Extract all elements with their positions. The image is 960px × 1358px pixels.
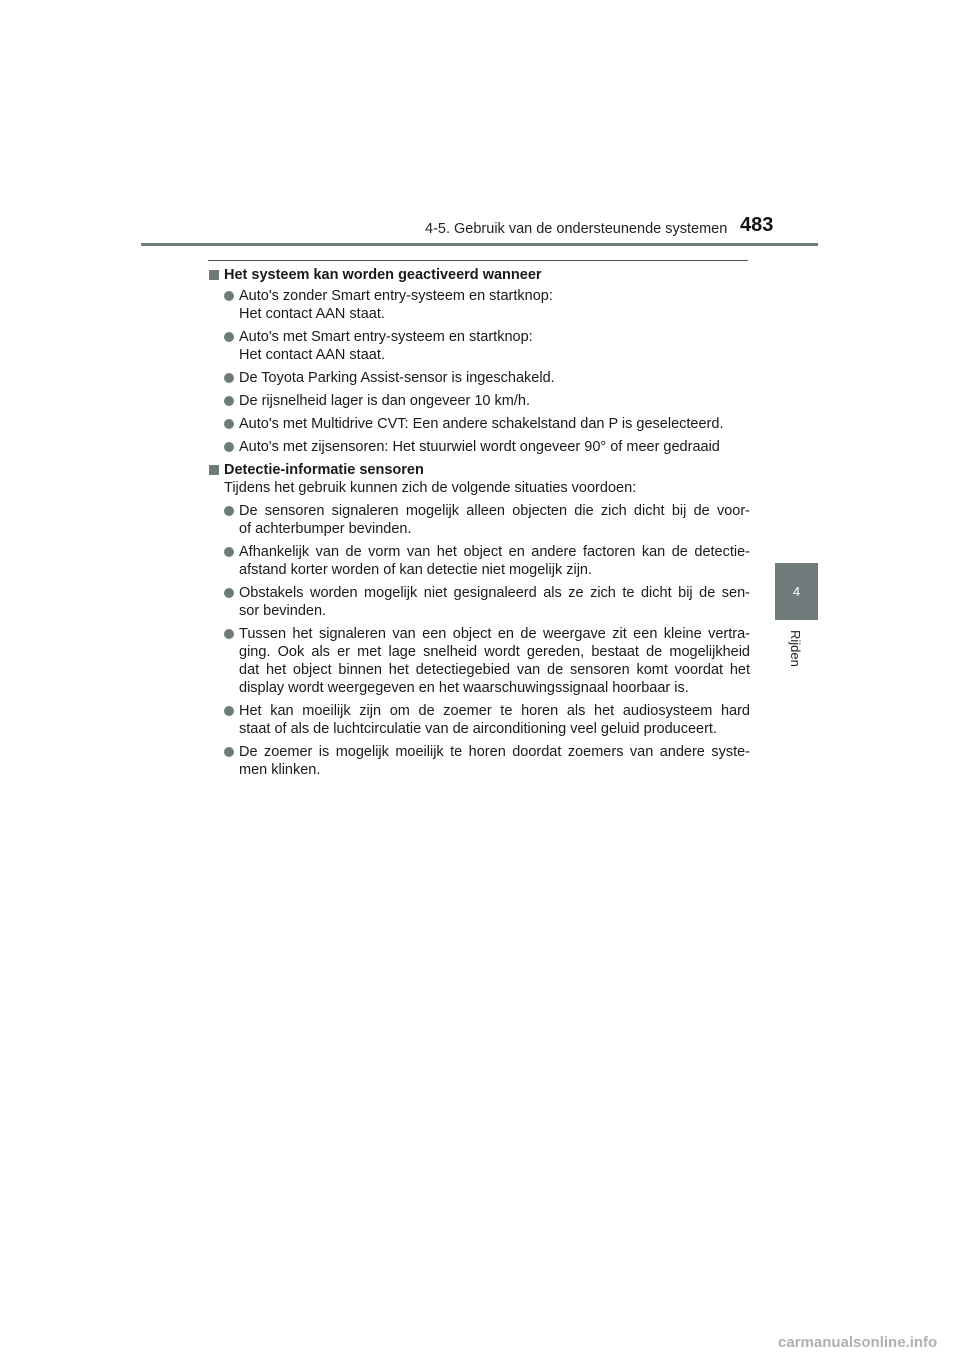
list-item-line: afstand korter worden of kan detectie niet mogelijk zijn.: [239, 562, 593, 578]
round-bullet-icon: [224, 747, 234, 757]
section-heading-detection: [209, 461, 750, 479]
list-item-line: of achterbumper bevinden.: [239, 521, 412, 537]
list-item: [224, 328, 750, 364]
list-item-line: De zoemer is mogelijk moeilijk te horen doordat zoemers van andere syste-: [239, 744, 750, 760]
list-item-line: ging. Ook als er met lage snelheid wordt gereden, bestaat de mogelijkheid: [239, 644, 750, 660]
list-item-text: [239, 502, 750, 538]
list-item: [224, 415, 750, 433]
square-bullet-icon: [209, 465, 219, 475]
bullet-list-detection: [224, 502, 750, 779]
round-bullet-icon: [224, 419, 234, 429]
list-item-line: Tussen het signaleren van een object en de weergave zit een kleine vertra-: [239, 626, 750, 642]
list-item-line: dat het object binnen het detectiegebied van de sensoren komt voordat het: [239, 662, 750, 678]
page-number: 483: [740, 214, 774, 236]
round-bullet-icon: [224, 629, 234, 639]
list-item-line: Auto's met Smart entry-systeem en startknop:: [239, 329, 533, 345]
round-bullet-icon: [224, 332, 234, 342]
list-item-text: [239, 625, 750, 697]
list-item-line: Afhankelijk van de vorm van het object en andere factoren kan de detectie-: [239, 544, 750, 560]
list-item-text: [239, 369, 750, 387]
list-item-line: Het contact AAN staat.: [239, 306, 385, 322]
list-item: [224, 287, 750, 323]
round-bullet-icon: [224, 588, 234, 598]
list-item-text: [239, 392, 750, 410]
list-item: [224, 502, 750, 538]
list-item-line: Auto's zonder Smart entry-systeem en startknop:: [239, 288, 553, 304]
list-item-text: [239, 584, 750, 620]
list-item: [224, 584, 750, 620]
content-divider: [208, 260, 748, 261]
section-heading-text: Het systeem kan worden geactiveerd wanneer: [224, 267, 542, 283]
list-item-line: Obstakels worden mogelijk niet gesignaleerd als ze zich te dicht bij de sen-: [239, 585, 750, 601]
list-item-line: staat of als de luchtcirculatie van de airconditioning veel geluid produceert.: [239, 721, 717, 737]
list-item-line: display wordt weergegeven en het waarschuwingssignaal hoorbaar is.: [239, 680, 689, 696]
section-heading-activation: [209, 266, 750, 284]
list-item: [224, 369, 750, 387]
section-heading-text: Detectie-informatie sensoren: [224, 462, 424, 478]
list-item-text: [239, 702, 750, 738]
list-item: [224, 702, 750, 738]
list-item-text: [239, 438, 750, 456]
square-bullet-icon: [209, 270, 219, 280]
list-item-line: sor bevinden.: [239, 603, 327, 619]
list-item-text: [239, 543, 750, 579]
round-bullet-icon: [224, 442, 234, 452]
round-bullet-icon: [224, 396, 234, 406]
list-item: [224, 743, 750, 779]
list-item-line: Auto's met Multidrive CVT: Een andere schakelstand dan P is geselecteerd.: [239, 416, 724, 432]
list-item: [224, 438, 750, 456]
round-bullet-icon: [224, 373, 234, 383]
list-item-text: [239, 415, 750, 433]
list-item-line: De Toyota Parking Assist-sensor is ingeschakeld.: [239, 370, 555, 386]
list-item-text: [239, 743, 750, 779]
chapter-tab: [775, 563, 818, 620]
page-content: [209, 266, 750, 779]
list-item-line: men klinken.: [239, 762, 321, 778]
list-item-text: [239, 287, 750, 323]
list-item-line: De sensoren signaleren mogelijk alleen objecten die zich dicht bij de voor-: [239, 503, 750, 519]
list-item-line: De rijsnelheid lager is dan ongeveer 10 km/h.: [239, 393, 530, 409]
round-bullet-icon: [224, 706, 234, 716]
header-divider: [141, 243, 818, 246]
list-item: [224, 543, 750, 579]
section-intro: Tijdens het gebruik kunnen zich de volgende situaties voordoen:: [224, 480, 637, 496]
bullet-list-activation: [224, 287, 750, 456]
list-item-line: Het kan moeilijk zijn om de zoemer te horen als het audiosysteem hard: [239, 703, 750, 719]
chapter-number: 4: [792, 584, 801, 599]
list-item-line: Het contact AAN staat.: [239, 347, 385, 363]
list-item-text: [239, 328, 750, 364]
round-bullet-icon: [224, 291, 234, 301]
chapter-label: Rijden: [788, 630, 803, 667]
round-bullet-icon: [224, 506, 234, 516]
list-item-line: Auto's met zijsensoren: Het stuurwiel wordt ongeveer 90° of meer gedraaid: [239, 439, 720, 455]
watermark[interactable]: carmanualsonline.info: [778, 1334, 938, 1351]
section-title: 4-5. Gebruik van de ondersteunende systemen: [425, 221, 728, 237]
round-bullet-icon: [224, 547, 234, 557]
list-item: [224, 625, 750, 697]
list-item: [224, 392, 750, 410]
